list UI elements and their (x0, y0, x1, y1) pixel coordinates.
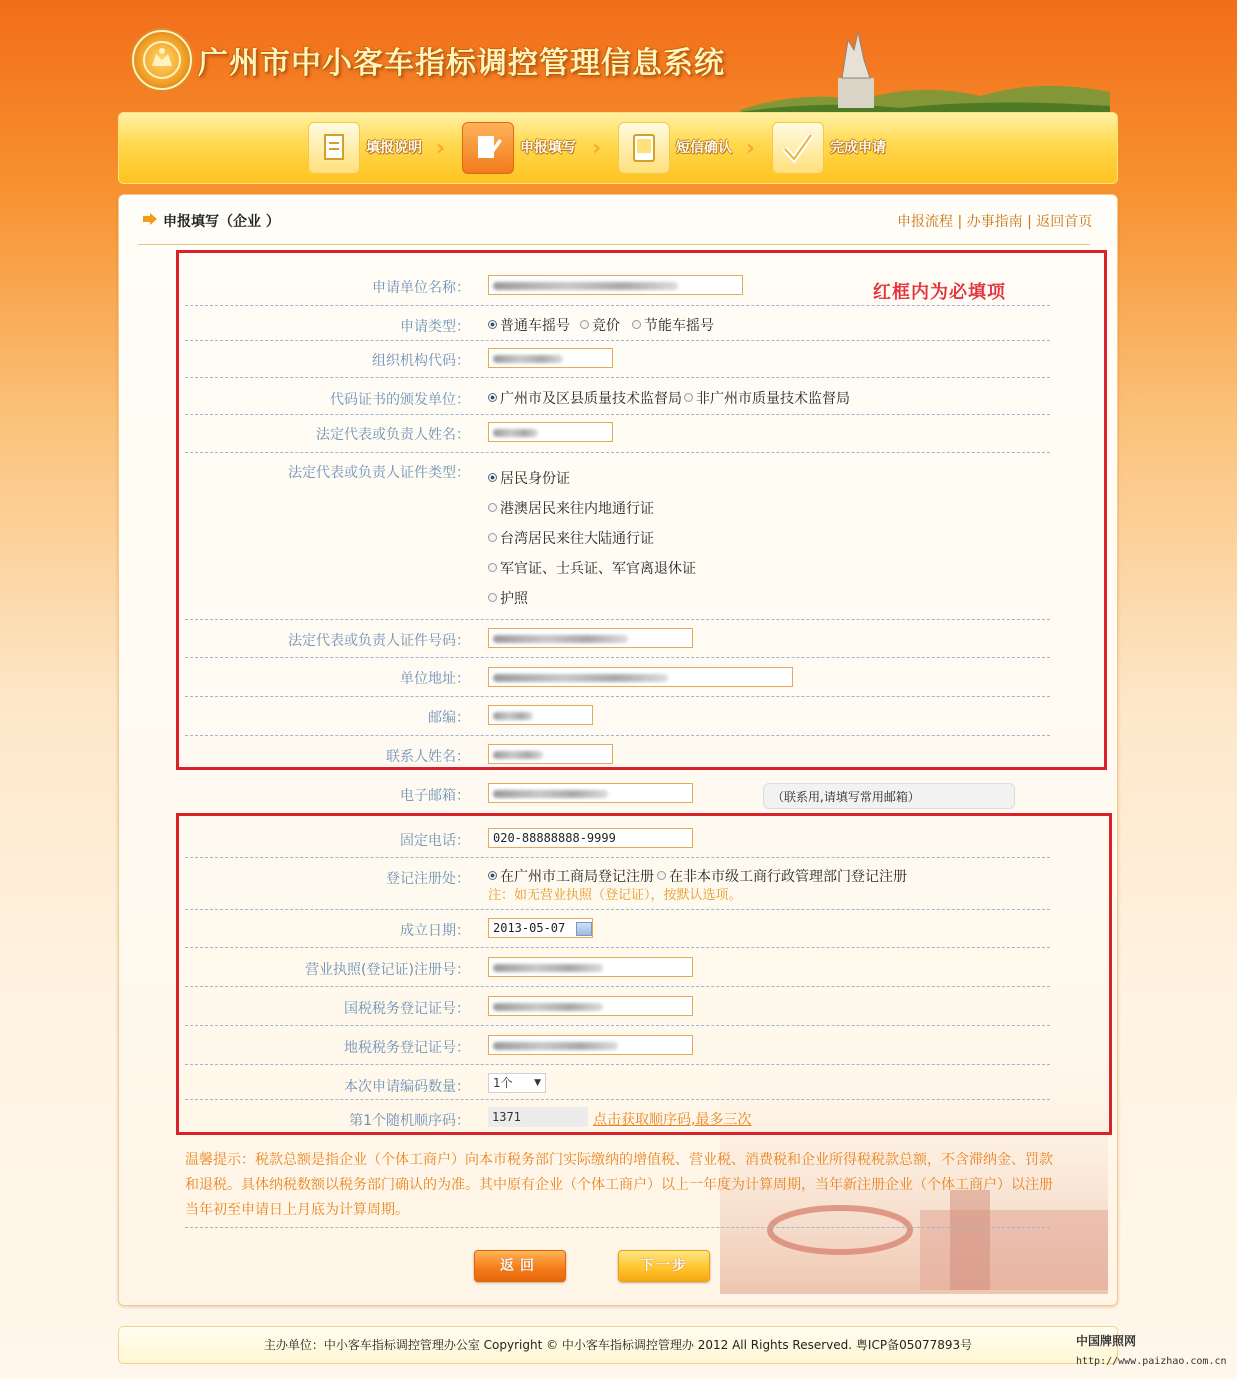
redacted-value (493, 712, 533, 720)
redacted-value (493, 1003, 603, 1011)
redacted-value (493, 282, 678, 290)
row-divider (185, 414, 1050, 415)
warm-tip-text: 温馨提示：税款总额是指企业（个体工商户）向本市税务部门实际缴纳的增值税、营业税、消费税和企业所得税税款总额，不含滞纳金、罚款和退税。具体纳税数额以税务部门确认的为准。其中原有企业（个体工商户）以上一年度为计算周期，当年新注册企业（个体工商户）以注册当年初至申请日上月底为计算周期。 (185, 1152, 1053, 1218)
row-divider (185, 857, 1050, 858)
step-label: 完成申请 (830, 140, 886, 156)
org-code-label: 组织机构代码： (372, 353, 470, 369)
link-separator: | (957, 214, 963, 230)
redacted-value (493, 790, 608, 798)
reg-place-label: 登记注册处： (386, 871, 470, 887)
postcode-input[interactable] (488, 705, 593, 725)
legal-id-no-label: 法定代表或负责人证件号码： (288, 633, 470, 649)
radio-checked-icon (488, 393, 497, 402)
row-divider (185, 619, 1050, 620)
radio-gz-aic[interactable]: 在广州市工商局登记注册 (488, 866, 654, 886)
row-divider (185, 452, 1050, 453)
link-return-home[interactable]: 返回首页 (1036, 214, 1093, 230)
row-divider (185, 657, 1050, 658)
radio-unchecked-icon (632, 320, 641, 329)
apply-type-label: 申请类型： (400, 319, 470, 335)
legal-id-no-input[interactable] (488, 628, 693, 648)
footer: 主办单位：中小客车指标调控管理办公室 Copyright © 中小客车指标调控管理办 2012 All Rights Reserved. 粤ICP备05077893号 (118, 1326, 1118, 1364)
redacted-value (493, 751, 543, 759)
emblem-icon (142, 40, 182, 80)
redacted-value (493, 1042, 618, 1050)
legal-name-input[interactable] (488, 422, 613, 442)
title-divider (138, 244, 1090, 245)
panel-title: 申报填写（企业 ） (163, 214, 280, 230)
phone-icon (618, 122, 670, 174)
watermark-site-name: 中国牌照网 (1076, 1334, 1137, 1348)
radio-checked-icon (488, 871, 497, 880)
phone-label: 固定电话： (400, 833, 470, 849)
radio-non-gz-quality-bureau[interactable]: 非广州市质量技术监督局 (684, 388, 850, 408)
progress-step-bar (118, 112, 1118, 184)
local-tax-input[interactable] (488, 1035, 693, 1055)
step-label: 填报说明 (366, 140, 422, 156)
radio-resident-id[interactable]: 居民身份证 (488, 468, 570, 488)
reg-place-note: 注：如无营业执照（登记证），按默认选项。 (488, 888, 742, 903)
row-divider (185, 340, 1050, 341)
top-links (897, 211, 1092, 231)
chevron-right-icon: › (746, 136, 756, 161)
found-date-input[interactable]: 2013-05-07 (488, 918, 593, 938)
radio-checked-icon (488, 473, 497, 482)
national-tax-label: 国税税务登记证号： (344, 1001, 470, 1017)
edit-icon (462, 122, 514, 174)
radio-non-gz-aic[interactable]: 在非本市级工商行政管理部门登记注册 (657, 866, 907, 886)
radio-unchecked-icon (488, 593, 497, 602)
step-label: 短信确认 (676, 140, 732, 156)
row-divider (185, 735, 1050, 736)
row-divider (185, 1064, 1050, 1065)
required-note: 红框内为必填项 (873, 282, 1006, 303)
redacted-value (493, 429, 538, 437)
row-divider (185, 696, 1050, 697)
email-tip: （联系用,请填写常用邮箱） (763, 783, 1015, 809)
license-no-input[interactable] (488, 957, 693, 977)
watermark-url: http://www.paizhao.com.cn (1076, 1356, 1227, 1367)
calendar-icon[interactable] (576, 922, 592, 936)
radio-unchecked-icon (684, 393, 693, 402)
redacted-value (493, 674, 668, 682)
postcode-label: 邮编： (428, 710, 470, 726)
system-title: 广州市中小客车指标调控管理信息系统 (198, 46, 725, 81)
radio-energy-saving[interactable]: 节能车摇号 (632, 315, 714, 335)
legal-name-label: 法定代表或负责人姓名： (316, 427, 470, 443)
local-tax-label: 地税税务登记证号： (344, 1040, 470, 1056)
code-count-label: 本次申请编码数量： (344, 1079, 470, 1095)
radio-passport[interactable]: 护照 (488, 588, 528, 608)
emblem-logo (132, 30, 192, 90)
dropdown-arrow-icon: ▼ (534, 1078, 541, 1088)
email-input[interactable] (488, 783, 693, 803)
radio-unchecked-icon (488, 503, 497, 512)
step-label: 申报填写 (520, 140, 576, 156)
org-code-input[interactable] (488, 348, 613, 368)
chevron-right-icon: › (436, 136, 446, 161)
goat-statue-skyline (740, 20, 1110, 115)
radio-bidding[interactable]: 竞价 (580, 315, 620, 335)
redacted-value (493, 355, 563, 363)
email-label: 电子邮箱： (400, 788, 470, 804)
found-date-label: 成立日期： (400, 923, 470, 939)
row-divider (185, 909, 1050, 910)
document-icon (308, 122, 360, 174)
row-divider (185, 305, 1050, 306)
row-divider (185, 377, 1050, 378)
radio-unchecked-icon (488, 533, 497, 542)
row-divider (185, 986, 1050, 987)
redacted-value (493, 635, 628, 643)
address-label: 单位地址： (400, 671, 470, 687)
legal-id-type-label: 法定代表或负责人证件类型： (288, 465, 470, 481)
random-code-value: 1371 (488, 1107, 588, 1127)
radio-taiwan-permit[interactable]: 台湾居民来往大陆通行证 (488, 528, 654, 548)
radio-unchecked-icon (657, 871, 666, 880)
row-divider (185, 1025, 1050, 1026)
radio-unchecked-icon (488, 563, 497, 572)
phone-input[interactable]: 020-88888888-9999 (488, 828, 693, 848)
random-code-label: 第1个随机顺序码： (349, 1113, 470, 1129)
national-tax-input[interactable] (488, 996, 693, 1016)
radio-hk-macao-permit[interactable]: 港澳居民来往内地通行证 (488, 498, 654, 518)
row-divider (185, 1099, 1050, 1100)
address-input[interactable] (488, 667, 793, 687)
radio-gz-quality-bureau[interactable]: 广州市及区县质量技术监督局 (488, 388, 682, 408)
get-random-code-link[interactable]: 点击获取顺序码,最多三次 (593, 1112, 752, 1128)
chevron-right-icon: › (592, 136, 602, 161)
link-apply-process[interactable]: 申报流程 (897, 214, 953, 230)
redacted-value (493, 964, 603, 972)
company-name-input[interactable] (488, 275, 743, 295)
contact-name-input[interactable] (488, 744, 613, 764)
radio-checked-icon (488, 320, 497, 329)
cert-issuer-label: 代码证书的颁发单位： (330, 392, 470, 408)
contact-name-label: 联系人姓名： (386, 749, 470, 765)
link-separator: | (1027, 214, 1032, 230)
radio-unchecked-icon (580, 320, 589, 329)
row-divider (185, 947, 1050, 948)
link-service-guide[interactable]: 办事指南 (966, 214, 1023, 230)
row-divider (185, 1227, 1050, 1228)
company-name-label: 申请单位名称： (372, 280, 470, 296)
license-no-label: 营业执照(登记证)注册号： (305, 962, 470, 978)
next-step-button[interactable]: 下一步 (618, 1250, 710, 1282)
code-count-select[interactable]: 1个 ▼ (488, 1073, 546, 1093)
radio-lottery[interactable]: 普通车摇号 (488, 315, 570, 335)
radio-military-id[interactable]: 军官证、士兵证、军官离退休证 (488, 558, 696, 578)
checkmark-icon (772, 122, 824, 174)
back-button[interactable]: 返回 (474, 1250, 566, 1282)
arrow-right-icon (143, 213, 157, 225)
